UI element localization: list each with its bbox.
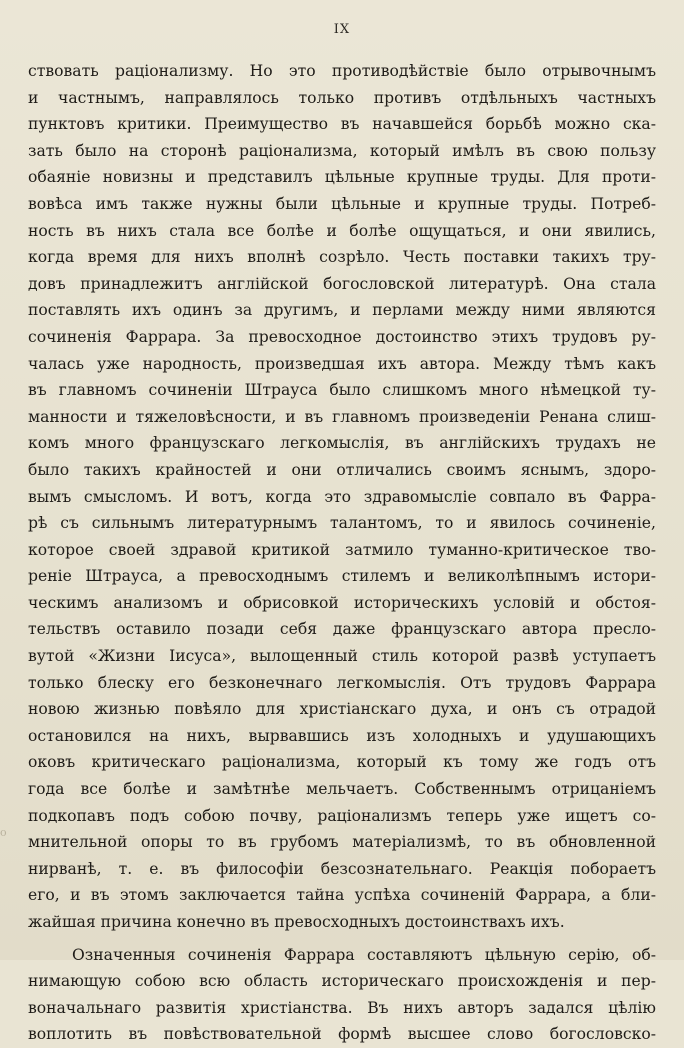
text-line: новою жизнью повѣяло для христіанскаго духа, и онъ съ отрадой <box>28 700 656 719</box>
text-line: вымъ смысломъ. И вотъ, когда это здравомысліе совпало въ Фарра- <box>28 487 656 506</box>
text-line: его, и въ этомъ заключается тайна успѣха сочиненій Фаррара, а бли- <box>28 886 656 905</box>
text-line: поставлять ихъ одинъ за другимъ, и перлами между ними являются <box>28 301 656 320</box>
text-line: Означенныя сочиненія Фаррара составляютъ цѣльную серію, об- <box>72 945 656 964</box>
text-line: воначальнаго развитія христіанства. Въ нихъ авторъ задался цѣлію <box>28 998 656 1017</box>
text-line: было такихъ крайностей и они отличались своимъ яснымъ, здоро- <box>28 460 656 479</box>
text-line: мнительной опоры то въ грубомъ матеріализмѣ, то въ обновленной <box>28 833 656 852</box>
text-line: нимающую собою всю область историческаго происхожденія и пер- <box>28 972 656 991</box>
text-line: остановился на нихъ, вырвавшись изъ холодныхъ и удушающихъ <box>28 726 656 745</box>
text-line: вовѣса имъ также нужны были цѣльные и крупные труды. Потреб- <box>28 194 656 213</box>
text-line: ность въ нихъ стала все болѣе и болѣе ощущаться, и они явились, <box>28 221 656 240</box>
text-line: только блеску его безконечнаго легкомыслія. Отъ трудовъ Фаррара <box>28 673 656 692</box>
margin-mark: o <box>0 826 7 839</box>
paragraph-1 <box>28 58 656 936</box>
text-line: сочиненія Фаррара. За превосходное достоинство этихъ трудовъ ру- <box>28 327 656 346</box>
text-line: комъ много французскаго легкомыслія, въ англійскихъ трудахъ не <box>28 434 656 453</box>
text-line: реніе Штрауса, а превосходнымъ стилемъ и великолѣпнымъ истори- <box>28 567 656 586</box>
text-line: рѣ съ сильнымъ литературнымъ талантомъ, то и явилось сочиненіе, <box>28 514 656 533</box>
text-line: довъ принадлежитъ англійской богословской литературѣ. Она стала <box>28 274 656 293</box>
text-line: ствовать раціонализму. Но это противодѣйствіе было отрывочнымъ <box>28 62 656 80</box>
text-line: оковъ критическаго раціонализма, который къ тому же годъ отъ <box>28 753 656 772</box>
text-line: манности и тяжеловѣсности, и въ главномъ произведеніи Ренана слиш- <box>28 407 656 426</box>
text-line: года все болѣе и замѣтнѣе мельчаетъ. Собственнымъ отрицаніемъ <box>28 780 656 799</box>
text-line: когда время для нихъ вполнѣ созрѣло. Честь поставки такихъ тру- <box>28 248 656 267</box>
text-line: въ главномъ сочиненіи Штрауса было слишкомъ много нѣмецкой ту- <box>28 381 656 400</box>
body-text <box>28 58 656 1048</box>
text-line: зать было на сторонѣ раціонализма, который имѣлъ въ свою пользу <box>28 141 656 160</box>
page-number: IX <box>333 22 351 37</box>
text-line: обаяніе новизны и представилъ цѣльные крупные труды. Для проти- <box>28 168 656 187</box>
text-line: тельствъ оставило позади себя даже французскаго автора пресло- <box>28 620 656 639</box>
text-line: воплотить въ повѣствовательной формѣ высшее слово богословско- <box>28 1025 656 1044</box>
text-line: которое своей здравой критикой затмило туманно-критическое тво- <box>28 540 656 559</box>
text-line: жайшая причина конечно въ превосходныхъ достоинствахъ ихъ. <box>28 913 565 931</box>
text-line: ческимъ анализомъ и обрисовкой историческихъ условій и обстоя- <box>28 593 656 612</box>
paragraph-2 <box>28 942 656 1048</box>
text-line: вутой «Жизни Іисуса», вылощенный стиль которой развѣ уступаетъ <box>28 647 656 666</box>
text-line: подкопавъ подъ собою почву, раціонализмъ теперь уже ищетъ со- <box>28 806 656 825</box>
text-line: пунктовъ критики. Преимущество въ начавшейся борьбѣ можно ска- <box>28 115 656 134</box>
text-line: нирванѣ, т. е. въ философіи безсознательнаго. Реакція побораетъ <box>28 859 656 878</box>
text-line: и частнымъ, направлялось только противъ отдѣльныхъ частныхъ <box>28 88 656 107</box>
text-line: чалась уже народность, произведшая ихъ автора. Между тѣмъ какъ <box>28 354 656 373</box>
